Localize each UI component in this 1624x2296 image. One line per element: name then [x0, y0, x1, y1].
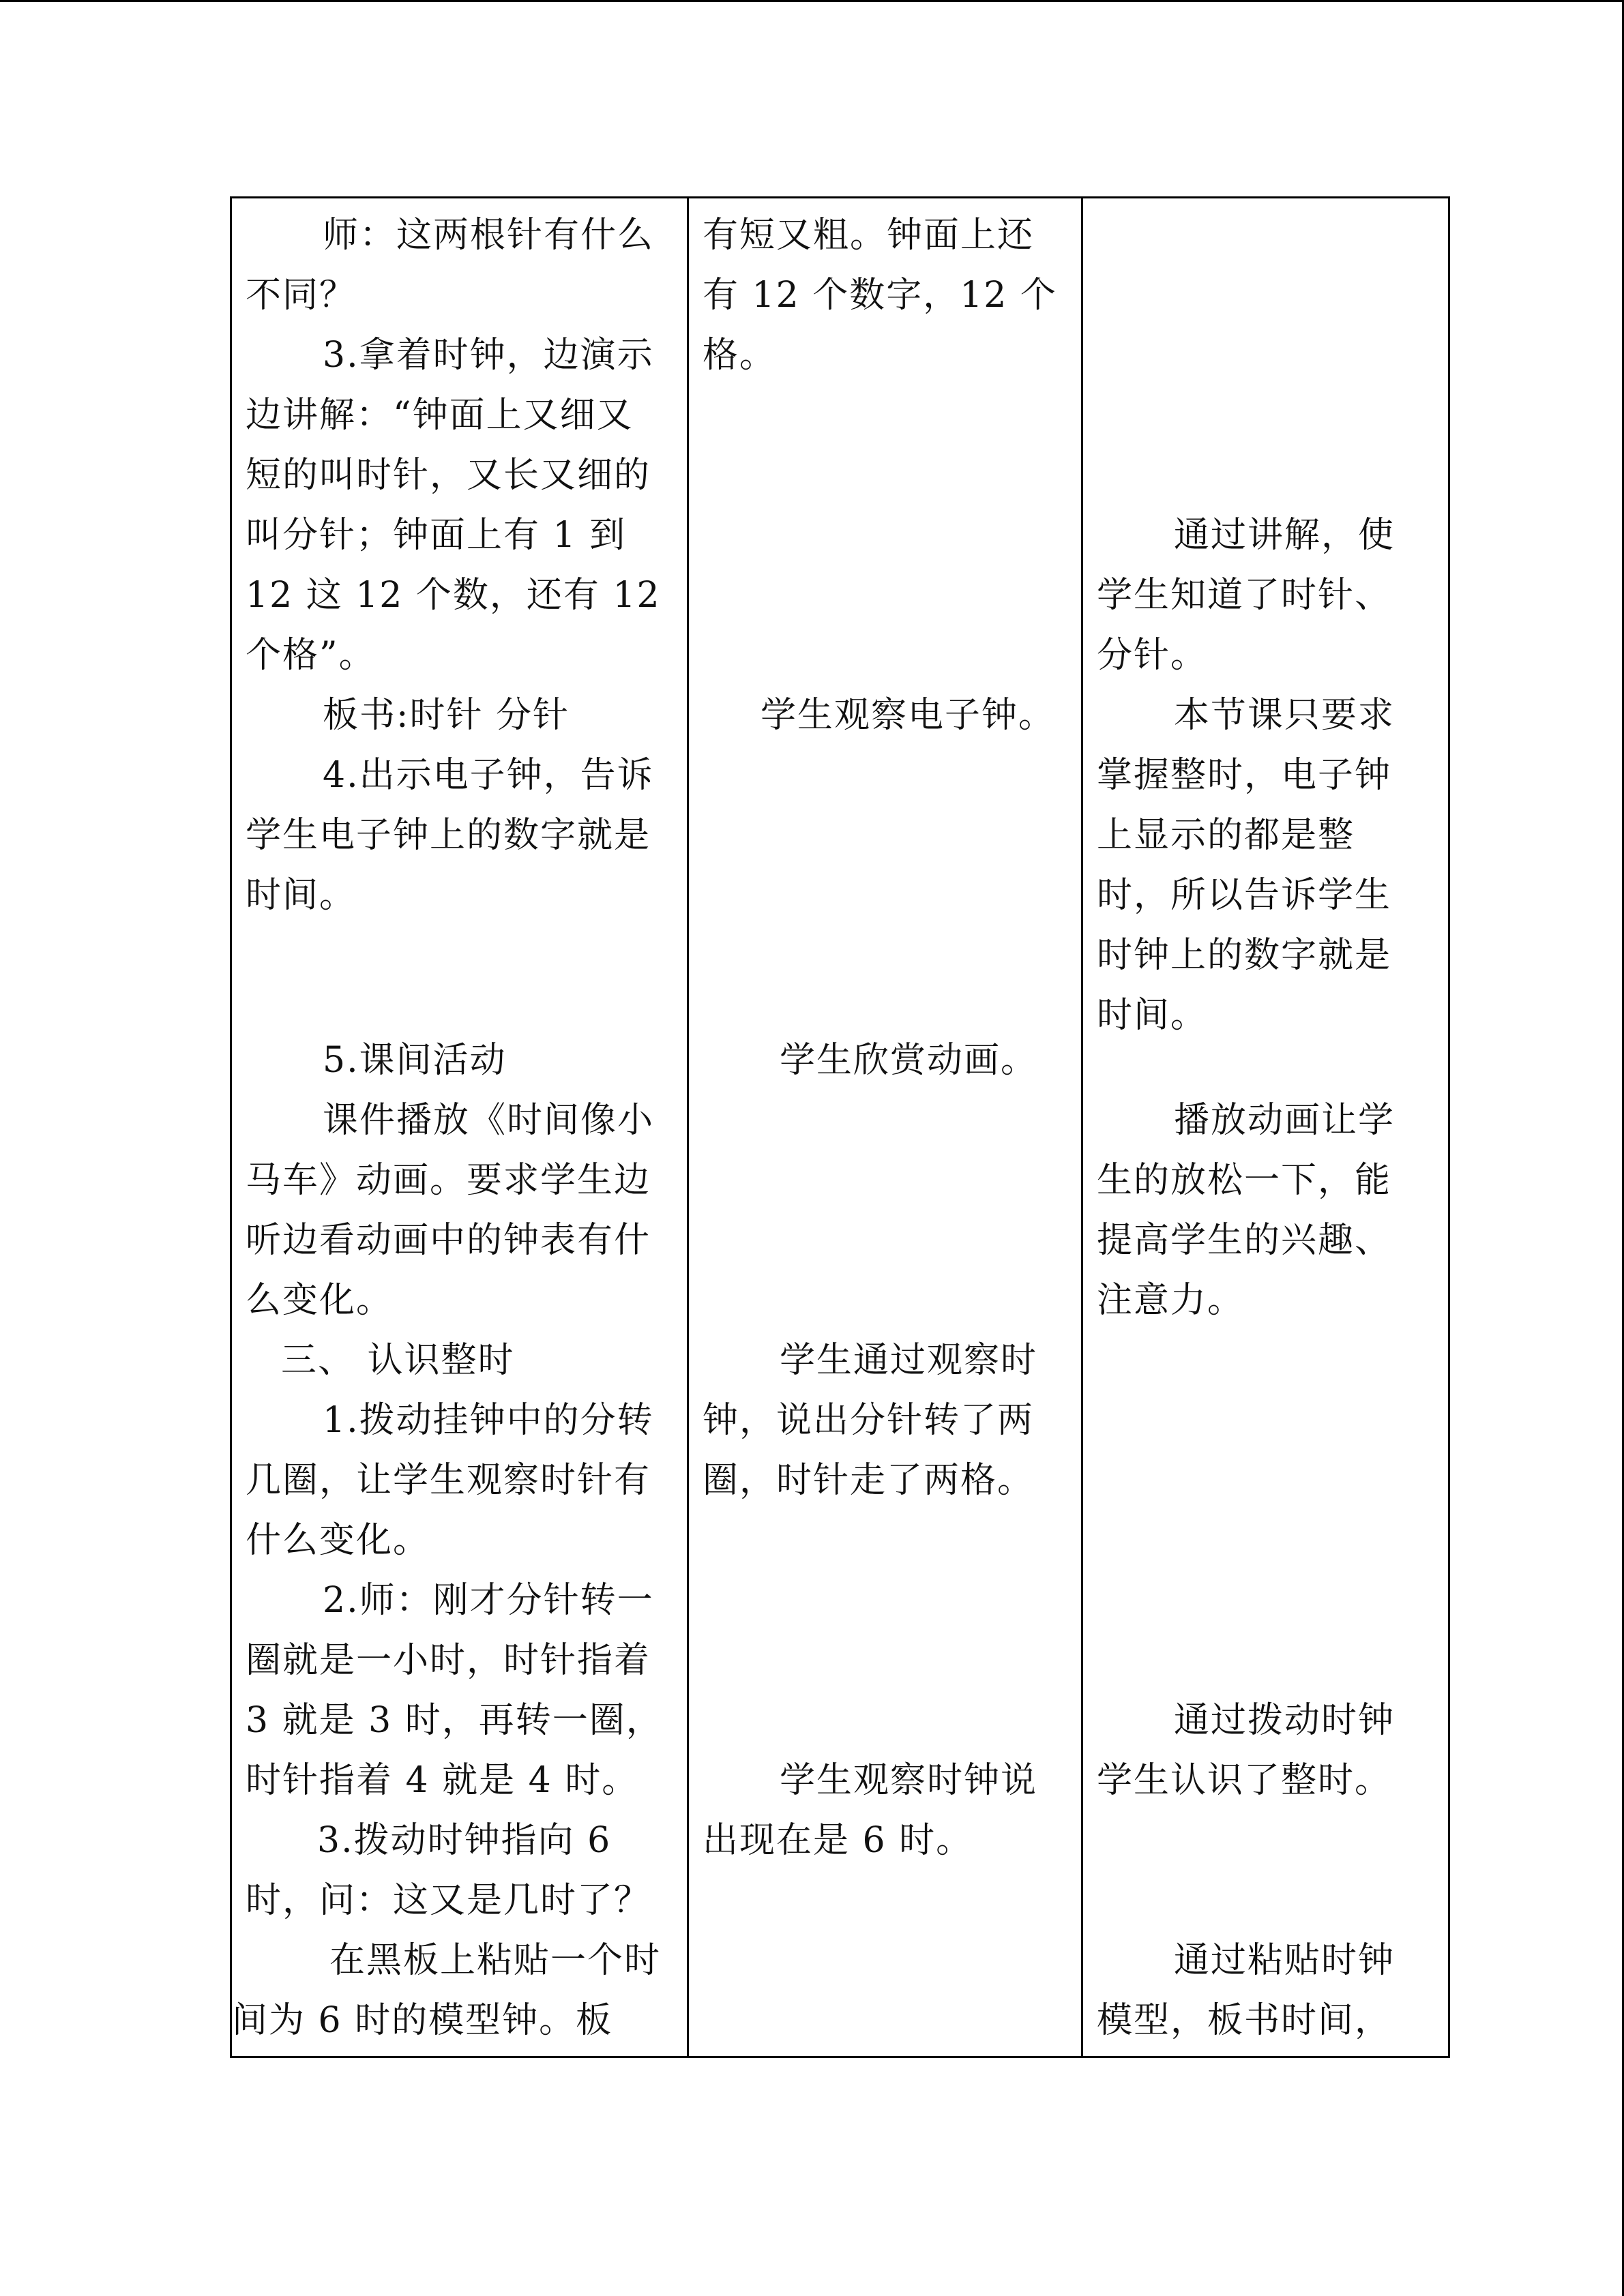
student-activity-column [689, 198, 1083, 2056]
student-line-2: 有 12 个数字，12 个 [703, 275, 1057, 316]
purpose-line-17: 模型，板书时间， [1097, 2000, 1392, 2041]
page-top-border [0, 0, 1624, 2]
teacher-line-28: 在黑板上粘贴一个时 [329, 1940, 662, 1981]
purpose-line-16: 通过粘贴时钟 [1174, 1940, 1396, 1981]
purpose-line-6: 上显示的都是整 [1097, 815, 1355, 856]
teacher-line-7: 12 这 12 个数，还有 12 [246, 575, 661, 616]
teacher-line-24: 3 就是 3 时，再转一圈， [246, 1700, 663, 1741]
teacher-line-1: 师：这两根针有什么 [323, 215, 655, 256]
teacher-line-3: 3.拿着时钟，边演示 [323, 335, 654, 376]
teacher-line-21: 什么变化。 [246, 1520, 430, 1561]
teacher-line-15: 马车》动画。要求学生边 [246, 1160, 651, 1201]
purpose-line-10: 播放动画让学 [1174, 1100, 1396, 1141]
student-line-10: 出现在是 6 时。 [703, 1820, 973, 1861]
student-line-4: 学生观察电子钟。 [761, 695, 1056, 736]
purpose-line-15: 学生认识了整时。 [1097, 1760, 1392, 1801]
student-line-8: 圈，时针走了两格。 [703, 1460, 1035, 1501]
teacher-line-5: 短的叫时针，又长又细的 [246, 455, 651, 496]
purpose-line-9: 时间。 [1097, 995, 1208, 1036]
purpose-line-12: 提高学生的兴趣、 [1097, 1220, 1392, 1261]
student-line-9: 学生观察时钟说 [780, 1760, 1038, 1801]
teacher-line-17: 么变化。 [246, 1280, 394, 1321]
purpose-line-2: 学生知道了时针、 [1097, 575, 1392, 616]
purpose-line-3: 分针。 [1097, 635, 1208, 676]
teacher-line-9: 板书:时针 分针 [323, 695, 570, 736]
teacher-line-29: 间为 6 时的模型钟。板 [232, 2000, 613, 2041]
teacher-line-22: 2.师：刚才分针转一 [323, 1580, 654, 1621]
purpose-line-5: 掌握整时，电子钟 [1097, 755, 1392, 796]
teacher-line-27: 时，问：这又是几时了？ [246, 1880, 651, 1921]
student-line-3: 格。 [703, 335, 777, 376]
teacher-line-11: 学生电子钟上的数字就是 [246, 815, 651, 856]
teacher-line-12: 时间。 [246, 875, 357, 916]
teacher-line-8: 个格”。 [246, 635, 376, 676]
design-intent-column [1083, 198, 1448, 2056]
purpose-line-14: 通过拨动时钟 [1174, 1700, 1396, 1741]
student-line-5: 学生欣赏动画。 [780, 1040, 1038, 1081]
student-line-7: 钟，说出分针转了两 [703, 1400, 1035, 1441]
purpose-line-7: 时，所以告诉学生 [1097, 875, 1392, 916]
teacher-line-19: 1.拨动挂钟中的分转 [323, 1400, 654, 1441]
purpose-line-4: 本节课只要求 [1174, 695, 1396, 736]
teacher-line-23: 圈就是一小时，时针指着 [246, 1640, 651, 1681]
teacher-line-14: 课件播放《时间像小 [323, 1100, 655, 1141]
teacher-line-10: 4.出示电子钟，告诉 [323, 755, 654, 796]
teacher-line-18: 三、 认识整时 [281, 1340, 515, 1381]
purpose-line-8: 时钟上的数字就是 [1097, 935, 1392, 976]
teacher-line-13: 5.课间活动 [323, 1040, 507, 1081]
purpose-line-1: 通过讲解，使 [1174, 515, 1396, 556]
teacher-line-2: 不同？ [246, 275, 357, 316]
teacher-line-16: 听边看动画中的钟表有什 [246, 1220, 651, 1261]
student-line-6: 学生通过观察时 [780, 1340, 1038, 1381]
purpose-line-13: 注意力。 [1097, 1280, 1245, 1321]
teacher-line-4: 边讲解：“钟面上又细又 [246, 395, 634, 436]
student-line-1: 有短又粗。钟面上还 [703, 215, 1035, 256]
purpose-line-11: 生的放松一下，能 [1097, 1160, 1392, 1201]
teacher-line-25: 时针指着 4 就是 4 时。 [246, 1760, 639, 1801]
teacher-line-26: 3.拨动时钟指向 6 [317, 1820, 612, 1861]
teacher-line-20: 几圈，让学生观察时针有 [246, 1460, 651, 1501]
teacher-activity-column [232, 198, 689, 2056]
lesson-plan-table [230, 196, 1450, 2058]
teacher-line-6: 叫分针；钟面上有 1 到 [246, 515, 627, 556]
